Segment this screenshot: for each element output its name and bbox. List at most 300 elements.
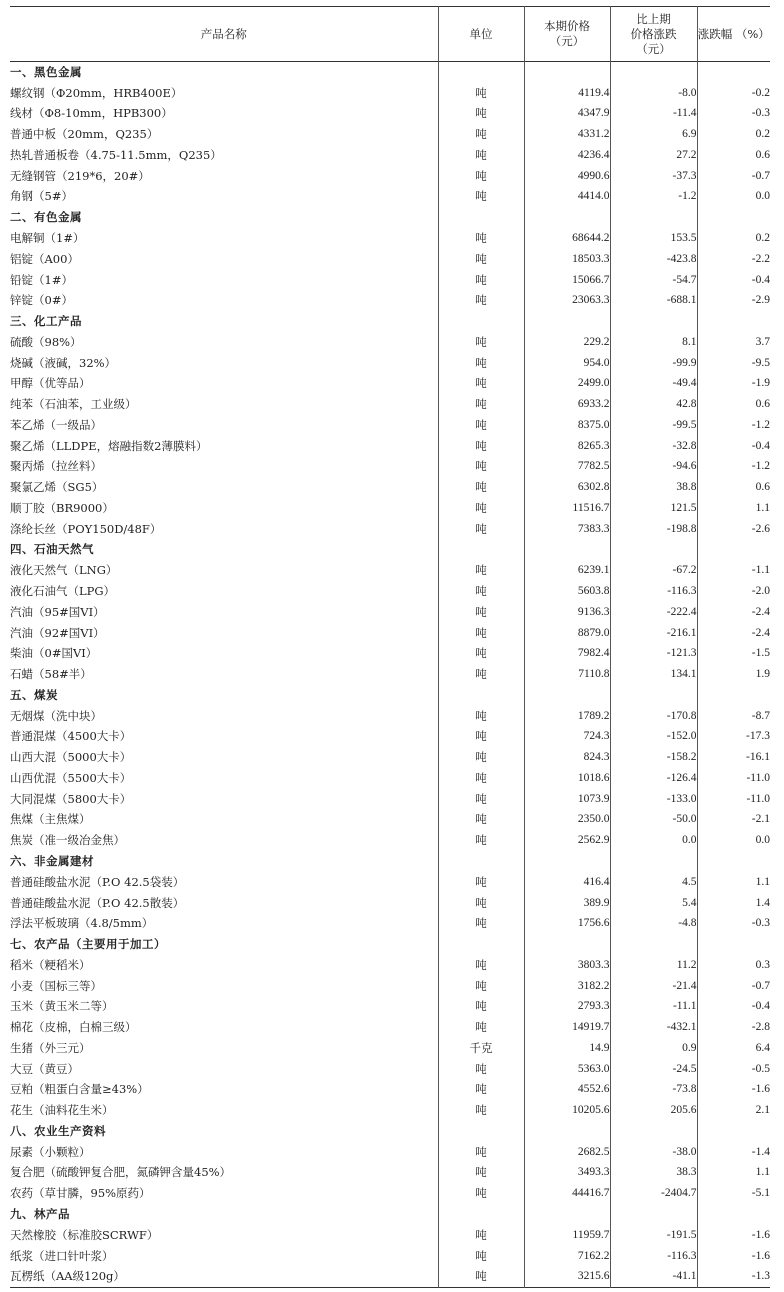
product-name: 甲醇（优等品） bbox=[10, 376, 91, 391]
table-row bbox=[10, 270, 770, 291]
pct-cell: -5.1 bbox=[697, 1183, 770, 1204]
empty-cell bbox=[697, 311, 770, 332]
price-cell: 4414.0 bbox=[524, 187, 610, 208]
pct-cell: -1.9 bbox=[697, 373, 770, 394]
product-name: 石蜡（58#半） bbox=[10, 667, 92, 682]
change-cell: -432.1 bbox=[610, 1017, 697, 1038]
empty-cell bbox=[438, 1121, 524, 1142]
product-name: 小麦（国标三等） bbox=[10, 978, 102, 993]
table-row bbox=[10, 1059, 770, 1080]
pct-cell: -11.0 bbox=[697, 789, 770, 810]
price-cell: 4347.9 bbox=[524, 104, 610, 125]
unit-cell: 吨 bbox=[438, 145, 524, 166]
pct-cell: 0.6 bbox=[697, 477, 770, 498]
unit-cell: 吨 bbox=[438, 768, 524, 789]
pct-cell: 0.2 bbox=[697, 228, 770, 249]
empty-cell bbox=[610, 311, 697, 332]
unit-cell: 吨 bbox=[438, 1183, 524, 1204]
category-title: 七、农产品（主要用于加工） bbox=[10, 937, 166, 952]
header-price: 本期价格 （元） bbox=[524, 7, 610, 62]
empty-cell bbox=[610, 207, 697, 228]
header-unit: 单位 bbox=[438, 7, 524, 62]
unit-cell: 吨 bbox=[438, 83, 524, 104]
empty-cell bbox=[610, 934, 697, 955]
product-name: 普通硅酸盐水泥（P.O 42.5散装） bbox=[10, 895, 185, 910]
price-cell: 1789.2 bbox=[524, 706, 610, 727]
category-row bbox=[10, 934, 770, 955]
unit-cell: 吨 bbox=[438, 727, 524, 748]
category-row bbox=[10, 540, 770, 561]
pct-cell: 1.1 bbox=[697, 872, 770, 893]
change-cell: -152.0 bbox=[610, 727, 697, 748]
pct-cell: -0.3 bbox=[697, 913, 770, 934]
pct-cell: 0.0 bbox=[697, 830, 770, 851]
table-row bbox=[10, 187, 770, 208]
empty-cell bbox=[438, 934, 524, 955]
product-name: 硫酸（98%） bbox=[10, 334, 82, 349]
change-cell: 38.3 bbox=[610, 1163, 697, 1184]
empty-cell bbox=[524, 207, 610, 228]
product-name: 普通硅酸盐水泥（P.O 42.5袋装） bbox=[10, 874, 185, 889]
table-row bbox=[10, 498, 770, 519]
price-cell: 824.3 bbox=[524, 747, 610, 768]
product-name: 尿素（小颗粒） bbox=[10, 1144, 91, 1159]
table-row bbox=[10, 83, 770, 104]
unit-cell: 吨 bbox=[438, 789, 524, 810]
price-cell: 389.9 bbox=[524, 893, 610, 914]
empty-cell bbox=[697, 851, 770, 872]
price-cell: 2562.9 bbox=[524, 830, 610, 851]
pct-cell: -1.6 bbox=[697, 1080, 770, 1101]
pct-cell: -8.7 bbox=[697, 706, 770, 727]
empty-cell bbox=[610, 62, 697, 83]
price-cell: 6933.2 bbox=[524, 394, 610, 415]
price-cell: 7110.8 bbox=[524, 664, 610, 685]
pct-cell: 1.9 bbox=[697, 664, 770, 685]
unit-cell: 吨 bbox=[438, 1142, 524, 1163]
pct-cell: 6.4 bbox=[697, 1038, 770, 1059]
change-cell: 5.4 bbox=[610, 893, 697, 914]
product-name: 大豆（黄豆） bbox=[10, 1061, 79, 1076]
product-name: 汽油（95#国VI） bbox=[10, 604, 105, 619]
unit-cell: 吨 bbox=[438, 913, 524, 934]
product-name: 苯乙烯（一级品） bbox=[10, 417, 102, 432]
change-cell: -222.4 bbox=[610, 602, 697, 623]
unit-cell: 吨 bbox=[438, 394, 524, 415]
category-row bbox=[10, 1121, 770, 1142]
empty-cell bbox=[697, 1204, 770, 1225]
unit-cell: 吨 bbox=[438, 353, 524, 374]
pct-cell: -2.4 bbox=[697, 602, 770, 623]
table-row bbox=[10, 394, 770, 415]
pct-cell: 1.4 bbox=[697, 893, 770, 914]
category-title: 五、煤炭 bbox=[10, 687, 58, 702]
table-row bbox=[10, 145, 770, 166]
product-name: 生猪（外三元） bbox=[10, 1040, 91, 1055]
product-name: 烧碱（液碱，32%） bbox=[10, 355, 117, 370]
empty-cell bbox=[438, 311, 524, 332]
product-name: 山西优混（5500大卡） bbox=[10, 770, 132, 785]
product-name: 农药（草甘膦，95%原药） bbox=[10, 1186, 151, 1201]
empty-cell bbox=[438, 685, 524, 706]
table-row bbox=[10, 623, 770, 644]
unit-cell: 吨 bbox=[438, 643, 524, 664]
table-row bbox=[10, 581, 770, 602]
change-cell: -121.3 bbox=[610, 643, 697, 664]
table-row bbox=[10, 830, 770, 851]
unit-cell: 吨 bbox=[438, 893, 524, 914]
category-title: 四、石油天然气 bbox=[10, 542, 94, 557]
product-name: 豆粕（粗蛋白含量≥43%） bbox=[10, 1082, 149, 1097]
change-cell: -99.9 bbox=[610, 353, 697, 374]
product-name: 棉花（皮棉，白棉三级） bbox=[10, 1020, 137, 1035]
price-cell: 8265.3 bbox=[524, 436, 610, 457]
unit-cell: 吨 bbox=[438, 810, 524, 831]
pct-cell: -0.4 bbox=[697, 436, 770, 457]
pct-cell: -2.4 bbox=[697, 623, 770, 644]
change-cell: -2404.7 bbox=[610, 1183, 697, 1204]
change-cell: 134.1 bbox=[610, 664, 697, 685]
unit-cell: 吨 bbox=[438, 436, 524, 457]
product-name: 大同混煤（5800大卡） bbox=[10, 791, 132, 806]
price-cell: 11516.7 bbox=[524, 498, 610, 519]
change-cell: 4.5 bbox=[610, 872, 697, 893]
product-name: 电解铜（1#） bbox=[10, 231, 85, 245]
table-row bbox=[10, 1100, 770, 1121]
unit-cell: 吨 bbox=[438, 581, 524, 602]
unit-cell: 吨 bbox=[438, 1266, 524, 1287]
unit-cell: 吨 bbox=[438, 104, 524, 125]
empty-cell bbox=[524, 1121, 610, 1142]
price-cell: 2793.3 bbox=[524, 996, 610, 1017]
change-cell: -99.5 bbox=[610, 415, 697, 436]
product-name: 无烟煤（洗中块） bbox=[10, 708, 102, 723]
change-cell: 8.1 bbox=[610, 332, 697, 353]
change-cell: -11.4 bbox=[610, 104, 697, 125]
change-cell: -116.3 bbox=[610, 581, 697, 602]
table-row bbox=[10, 727, 770, 748]
empty-cell bbox=[438, 62, 524, 83]
price-cell: 954.0 bbox=[524, 353, 610, 374]
table-row bbox=[10, 477, 770, 498]
table-row bbox=[10, 457, 770, 478]
unit-cell: 吨 bbox=[438, 955, 524, 976]
empty-cell bbox=[610, 851, 697, 872]
change-cell: -32.8 bbox=[610, 436, 697, 457]
category-row bbox=[10, 62, 770, 83]
unit-cell: 吨 bbox=[438, 1225, 524, 1246]
category-title: 二、有色金属 bbox=[10, 210, 82, 225]
empty-cell bbox=[438, 207, 524, 228]
unit-cell: 吨 bbox=[438, 249, 524, 270]
change-cell: 38.8 bbox=[610, 477, 697, 498]
price-cell: 15066.7 bbox=[524, 270, 610, 291]
price-cell: 3803.3 bbox=[524, 955, 610, 976]
category-row bbox=[10, 851, 770, 872]
product-name: 热轧普通板卷（4.75-11.5mm，Q235） bbox=[10, 147, 222, 162]
price-cell: 6239.1 bbox=[524, 560, 610, 581]
unit-cell: 吨 bbox=[438, 664, 524, 685]
product-name: 液化石油气（LPG） bbox=[10, 584, 116, 599]
product-name: 玉米（黄玉米二等） bbox=[10, 999, 114, 1014]
change-cell: 27.2 bbox=[610, 145, 697, 166]
change-cell: -191.5 bbox=[610, 1225, 697, 1246]
unit-cell: 吨 bbox=[438, 1246, 524, 1267]
pct-cell: -9.5 bbox=[697, 353, 770, 374]
empty-cell bbox=[697, 62, 770, 83]
empty-cell bbox=[697, 540, 770, 561]
pct-cell: -1.6 bbox=[697, 1225, 770, 1246]
category-title: 九、林产品 bbox=[10, 1206, 70, 1221]
pct-cell: -0.5 bbox=[697, 1059, 770, 1080]
unit-cell: 吨 bbox=[438, 270, 524, 291]
price-cell: 4552.6 bbox=[524, 1080, 610, 1101]
empty-cell bbox=[610, 1121, 697, 1142]
price-cell: 2682.5 bbox=[524, 1142, 610, 1163]
change-cell: -49.4 bbox=[610, 373, 697, 394]
empty-cell bbox=[524, 1204, 610, 1225]
price-cell: 9136.3 bbox=[524, 602, 610, 623]
unit-cell: 吨 bbox=[438, 166, 524, 187]
price-cell: 5603.8 bbox=[524, 581, 610, 602]
empty-cell bbox=[610, 1204, 697, 1225]
table-row bbox=[10, 1038, 770, 1059]
product-name: 螺纹钢（Φ20mm，HRB400E） bbox=[10, 85, 183, 100]
table-row bbox=[10, 415, 770, 436]
change-cell: -198.8 bbox=[610, 519, 697, 540]
pct-cell: -1.6 bbox=[697, 1246, 770, 1267]
pct-cell: 1.1 bbox=[697, 498, 770, 519]
price-table bbox=[10, 6, 770, 1288]
change-cell: -126.4 bbox=[610, 768, 697, 789]
pct-cell: -0.3 bbox=[697, 104, 770, 125]
pct-cell: -1.2 bbox=[697, 457, 770, 478]
category-title: 六、非金属建材 bbox=[10, 853, 94, 868]
product-name: 聚乙烯（LLDPE，熔融指数2薄膜料） bbox=[10, 438, 208, 453]
empty-cell bbox=[524, 540, 610, 561]
product-name: 液化天然气（LNG） bbox=[10, 563, 118, 578]
change-cell: -24.5 bbox=[610, 1059, 697, 1080]
change-cell: -11.1 bbox=[610, 996, 697, 1017]
pct-cell: -2.9 bbox=[697, 290, 770, 311]
empty-cell bbox=[438, 851, 524, 872]
table-row bbox=[10, 166, 770, 187]
table-row bbox=[10, 373, 770, 394]
price-cell: 68644.2 bbox=[524, 228, 610, 249]
table-row bbox=[10, 1183, 770, 1204]
product-name: 涤纶长丝（POY150D/48F） bbox=[10, 521, 162, 536]
pct-cell: -1.3 bbox=[697, 1266, 770, 1287]
table-row bbox=[10, 1142, 770, 1163]
pct-cell: 0.6 bbox=[697, 145, 770, 166]
price-cell: 11959.7 bbox=[524, 1225, 610, 1246]
pct-cell: 0.0 bbox=[697, 187, 770, 208]
price-cell: 5363.0 bbox=[524, 1059, 610, 1080]
pct-cell: 1.1 bbox=[697, 1163, 770, 1184]
product-name: 聚丙烯（拉丝料） bbox=[10, 459, 102, 474]
product-name: 无缝钢管（219*6，20#） bbox=[10, 168, 150, 183]
price-cell: 2499.0 bbox=[524, 373, 610, 394]
price-cell: 3215.6 bbox=[524, 1266, 610, 1287]
table-row bbox=[10, 768, 770, 789]
category-row bbox=[10, 207, 770, 228]
price-cell: 14.9 bbox=[524, 1038, 610, 1059]
table-row bbox=[10, 290, 770, 311]
price-cell: 4331.2 bbox=[524, 124, 610, 145]
change-cell: -116.3 bbox=[610, 1246, 697, 1267]
price-cell: 8879.0 bbox=[524, 623, 610, 644]
unit-cell: 吨 bbox=[438, 747, 524, 768]
unit-cell: 吨 bbox=[438, 706, 524, 727]
price-cell: 8375.0 bbox=[524, 415, 610, 436]
price-cell: 1756.6 bbox=[524, 913, 610, 934]
empty-cell bbox=[610, 540, 697, 561]
change-cell: 153.5 bbox=[610, 228, 697, 249]
unit-cell: 吨 bbox=[438, 623, 524, 644]
price-cell: 6302.8 bbox=[524, 477, 610, 498]
unit-cell: 吨 bbox=[438, 415, 524, 436]
change-cell: -688.1 bbox=[610, 290, 697, 311]
unit-cell: 吨 bbox=[438, 1059, 524, 1080]
table-row bbox=[10, 332, 770, 353]
table-row bbox=[10, 747, 770, 768]
product-name: 瓦楞纸（AA级120g） bbox=[10, 1269, 125, 1284]
product-name: 聚氯乙烯（SG5） bbox=[10, 480, 104, 495]
unit-cell: 吨 bbox=[438, 830, 524, 851]
change-cell: -54.7 bbox=[610, 270, 697, 291]
pct-cell: -0.4 bbox=[697, 996, 770, 1017]
price-cell: 3182.2 bbox=[524, 976, 610, 997]
table-row bbox=[10, 1225, 770, 1246]
table-row bbox=[10, 104, 770, 125]
change-cell: 42.8 bbox=[610, 394, 697, 415]
pct-cell: -2.0 bbox=[697, 581, 770, 602]
empty-cell bbox=[697, 685, 770, 706]
empty-cell bbox=[524, 311, 610, 332]
change-cell: -21.4 bbox=[610, 976, 697, 997]
category-row bbox=[10, 685, 770, 706]
price-cell: 10205.6 bbox=[524, 1100, 610, 1121]
change-cell: -4.8 bbox=[610, 913, 697, 934]
table-row bbox=[10, 1163, 770, 1184]
product-name: 锌锭（0#） bbox=[10, 293, 73, 308]
table-row bbox=[10, 976, 770, 997]
unit-cell: 吨 bbox=[438, 332, 524, 353]
change-cell: -1.2 bbox=[610, 187, 697, 208]
table-row bbox=[10, 996, 770, 1017]
header-change: 比上期 价格涨跌 （元） bbox=[610, 7, 697, 62]
empty-cell bbox=[524, 851, 610, 872]
unit-cell: 吨 bbox=[438, 290, 524, 311]
unit-cell: 吨 bbox=[438, 457, 524, 478]
empty-cell bbox=[697, 934, 770, 955]
pct-cell: 2.1 bbox=[697, 1100, 770, 1121]
table-header-row bbox=[10, 7, 770, 62]
empty-cell bbox=[438, 1204, 524, 1225]
price-cell: 724.3 bbox=[524, 727, 610, 748]
empty-cell bbox=[697, 207, 770, 228]
pct-cell: 3.7 bbox=[697, 332, 770, 353]
header-name: 产品名称 bbox=[200, 26, 247, 41]
price-cell: 7982.4 bbox=[524, 643, 610, 664]
pct-cell: -1.4 bbox=[697, 1142, 770, 1163]
unit-cell: 吨 bbox=[438, 498, 524, 519]
price-cell: 2350.0 bbox=[524, 810, 610, 831]
product-name: 天然橡胶（标准胶SCRWF） bbox=[10, 1227, 159, 1242]
price-cell: 3493.3 bbox=[524, 1163, 610, 1184]
pct-cell: -2.8 bbox=[697, 1017, 770, 1038]
pct-cell: 0.2 bbox=[697, 124, 770, 145]
pct-cell: -16.1 bbox=[697, 747, 770, 768]
change-cell: 11.2 bbox=[610, 955, 697, 976]
category-title: 八、农业生产资料 bbox=[10, 1123, 106, 1138]
price-cell: 23063.3 bbox=[524, 290, 610, 311]
product-name: 线材（Φ8-10mm，HPB300） bbox=[10, 106, 173, 121]
unit-cell: 吨 bbox=[438, 228, 524, 249]
pct-cell: -1.2 bbox=[697, 415, 770, 436]
product-name: 普通混煤（4500大卡） bbox=[10, 729, 132, 744]
change-cell: -133.0 bbox=[610, 789, 697, 810]
category-title: 一、黑色金属 bbox=[10, 64, 82, 79]
empty-cell bbox=[524, 62, 610, 83]
table-row bbox=[10, 1246, 770, 1267]
change-cell: 205.6 bbox=[610, 1100, 697, 1121]
empty-cell bbox=[697, 1121, 770, 1142]
table-row bbox=[10, 519, 770, 540]
product-name: 铝锭（A00） bbox=[10, 251, 79, 266]
product-name: 顺丁胶（BR9000） bbox=[10, 500, 114, 515]
price-cell: 416.4 bbox=[524, 872, 610, 893]
table-row bbox=[10, 560, 770, 581]
product-name: 焦炭（准一级冶金焦） bbox=[10, 833, 125, 848]
table-row bbox=[10, 643, 770, 664]
price-cell: 4990.6 bbox=[524, 166, 610, 187]
table-row bbox=[10, 1017, 770, 1038]
product-name: 山西大混（5000大卡） bbox=[10, 750, 132, 765]
pct-cell: -1.1 bbox=[697, 560, 770, 581]
change-cell: 6.9 bbox=[610, 124, 697, 145]
unit-cell: 吨 bbox=[438, 996, 524, 1017]
unit-cell: 吨 bbox=[438, 1080, 524, 1101]
table-row bbox=[10, 228, 770, 249]
pct-cell: -0.4 bbox=[697, 270, 770, 291]
product-name: 柴油（0#国VI） bbox=[10, 646, 98, 661]
price-cell: 7162.2 bbox=[524, 1246, 610, 1267]
table-row bbox=[10, 124, 770, 145]
change-cell: -158.2 bbox=[610, 747, 697, 768]
category-row bbox=[10, 1204, 770, 1225]
unit-cell: 吨 bbox=[438, 477, 524, 498]
product-name: 纯苯（石油苯，工业级） bbox=[10, 397, 137, 412]
pct-cell: -0.7 bbox=[697, 166, 770, 187]
product-name: 稻米（粳稻米） bbox=[10, 957, 91, 972]
unit-cell: 吨 bbox=[438, 560, 524, 581]
table-row bbox=[10, 436, 770, 457]
table-row bbox=[10, 789, 770, 810]
pct-cell: -17.3 bbox=[697, 727, 770, 748]
table-row bbox=[10, 1080, 770, 1101]
empty-cell bbox=[610, 685, 697, 706]
change-cell: -8.0 bbox=[610, 83, 697, 104]
product-name: 普通中板（20mm，Q235） bbox=[10, 127, 159, 142]
unit-cell: 吨 bbox=[438, 1017, 524, 1038]
price-cell: 18503.3 bbox=[524, 249, 610, 270]
change-cell: -216.1 bbox=[610, 623, 697, 644]
product-name: 复合肥（硫酸钾复合肥，氮磷钾含量45%） bbox=[10, 1165, 232, 1180]
unit-cell: 千克 bbox=[438, 1038, 524, 1059]
empty-cell bbox=[524, 685, 610, 706]
category-title: 三、化工产品 bbox=[10, 314, 82, 329]
